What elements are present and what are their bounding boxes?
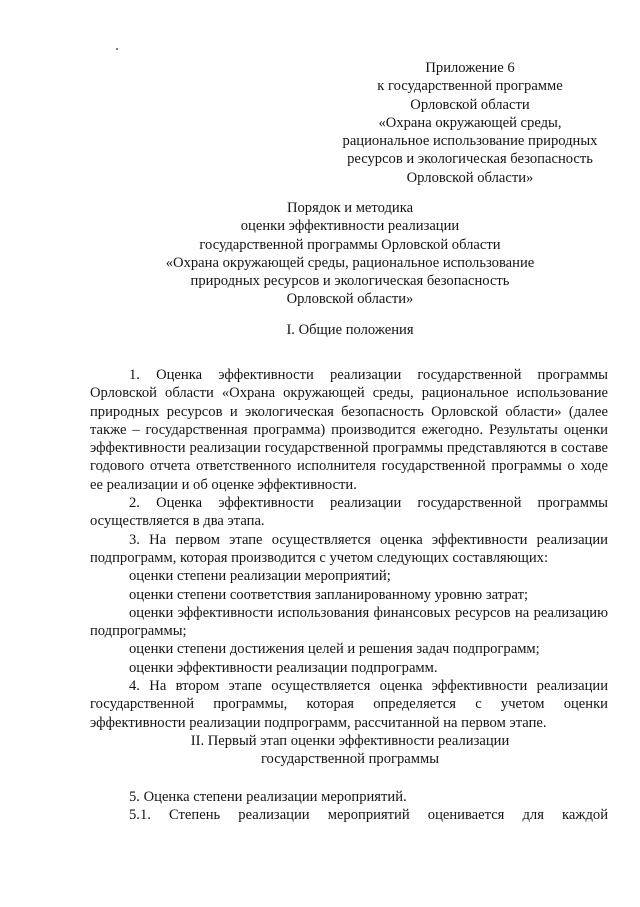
title-line: Порядок и методика	[286, 200, 414, 216]
section-1-body	[90, 366, 608, 732]
title-line: «Охрана окружающей среды, рациональное использование	[165, 254, 535, 271]
section-2-title-line: государственной программы	[260, 751, 440, 768]
list-item: оценки эффективности использования финансовых ресурсов на реализацию подпрограммы;	[90, 604, 608, 640]
list-item: оценки степени достижения целей и решения задач подпрограмм;	[129, 641, 540, 658]
scan-speck	[116, 48, 118, 50]
annex-line: Орловской области	[410, 96, 530, 113]
paragraph-1: 1. Оценка эффективности реализации государственной программы Орловской области «Охрана окружающей среды, рациональное использование природных ресурсов и экологическая безопасность Орловской области» (далее также – государственная программа) производится ежегодно. Результаты оценки эффективности реализации государственной программы представляются в составе годового отчета ответственного исполнителя государственной программы о ходе ее реализации и об оценке эффективности.	[90, 367, 608, 493]
paragraph-4: 4. На втором этапе осуществляется оценка эффективности реализации государственной программы, которая определяется с учетом оценки эффективности реализации подпрограмм, рассчитанной на первом этапе.	[90, 678, 608, 731]
annex-line: «Охрана окружающей среды,	[378, 114, 562, 131]
title-line: природных ресурсов и экологическая безопасность	[190, 273, 510, 290]
title-line: государственной программы Орловской области	[199, 236, 501, 253]
annex-header	[320, 59, 620, 187]
annex-line: рациональное использование природных	[342, 133, 598, 150]
paragraph-3: 3. На первом этапе осуществляется оценка эффективности реализации подпрограмм, которая производится с учетом следующих составляющих:	[90, 531, 608, 566]
paragraph-2: 2. Оценка эффективности реализации государственной программы осуществляется в два этапа.	[90, 495, 608, 530]
section-2-title	[150, 732, 550, 769]
list-item: оценки степени реализации мероприятий;	[129, 568, 391, 585]
section-2-body	[90, 788, 608, 825]
annex-line: ресурсов и экологическая безопасность	[347, 151, 593, 168]
annex-line: Орловской области»	[406, 169, 534, 186]
title-line: Орловской области»	[286, 291, 414, 308]
section-1-title	[150, 321, 550, 339]
annex-line: Приложение 6	[425, 60, 515, 76]
paragraph-5: 5. Оценка степени реализации мероприятий.	[129, 789, 407, 805]
list-item: оценки степени соответствия запланированному уровню затрат;	[129, 586, 529, 603]
document-title	[120, 199, 580, 309]
list-item: оценки эффективности реализации подпрограмм.	[129, 659, 438, 676]
paragraph-5-1: 5.1. Степень реализации мероприятий оценивается для каждой	[129, 807, 608, 824]
section-2-title-line: II. Первый этап оценки эффективности реализации	[190, 733, 510, 749]
title-line: оценки эффективности реализации	[240, 218, 460, 235]
section-1-title-text: I. Общие положения	[286, 322, 414, 338]
annex-line: к государственной программе	[377, 78, 563, 95]
